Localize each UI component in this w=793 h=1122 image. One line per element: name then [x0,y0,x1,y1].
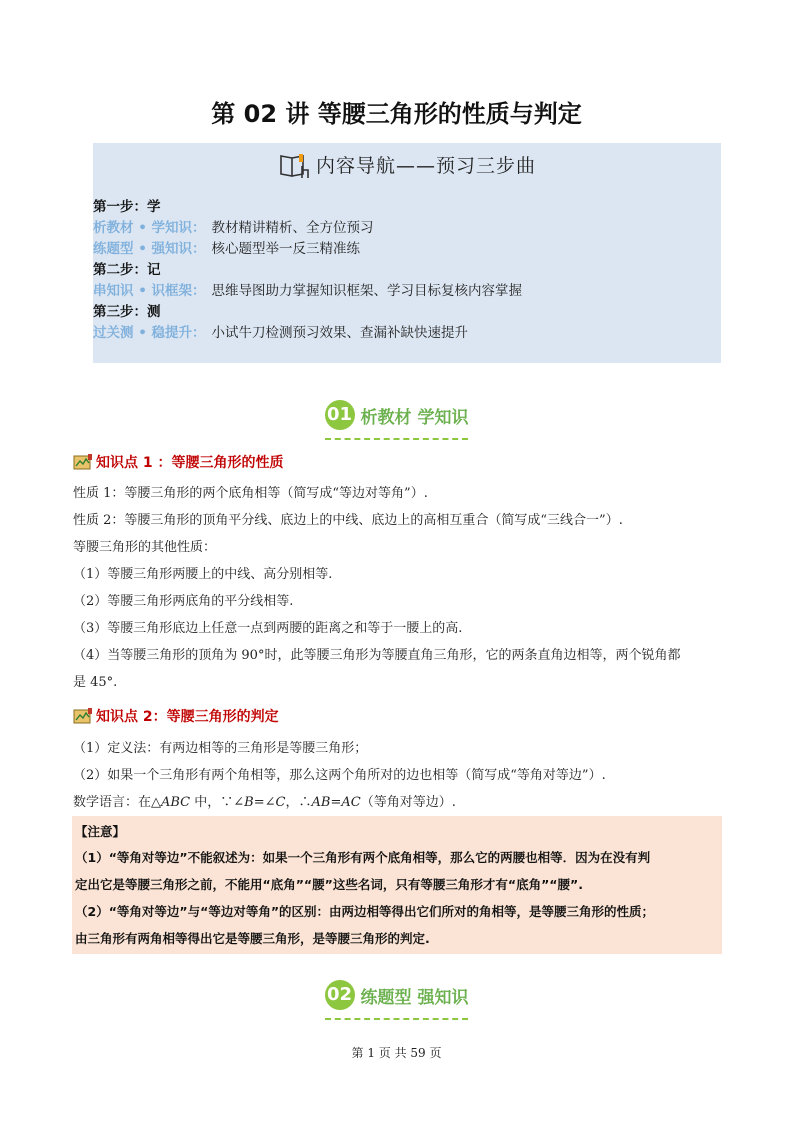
nav-step-2: 第二步：记 [93,262,161,278]
nav-item-4-label: 过关测 • 稳提升： [93,325,206,341]
page-footer: 第 1 页 共 59 页 [351,1046,442,1060]
kp2-title-text: 知识点 2：等腰三角形的判定 [96,709,279,725]
kp1-line-2: 性质 2：等腰三角形的顶角平分线、底边上的中线、底边上的高相互重合（简写成“三线合一”）. [73,513,623,528]
nav-item-3 [93,281,522,302]
nav-item-4 [93,323,522,344]
math-c: C [275,795,286,810]
nav-item-2-label: 练题型 • 强知识： [93,241,206,257]
math-suffix: （等角对等边）. [360,795,456,810]
note-line-2: 定出它是等腰三角形之前，不能用“底角”“腰”这些名词，只有等腰三角形才有“底角”“腰”. [75,877,583,892]
kp1-title-text: 知识点 1 ：等腰三角形的性质 [96,455,284,471]
math-abc: ABC [161,795,191,810]
notebook-icon [73,454,93,470]
kp1-line-7: （4）当等腰三角形的顶角为 90°时，此等腰三角形为等腰直角三角形，它的两条直角边相等，两个锐角都 [73,648,681,663]
math-ac: AC [341,795,361,810]
nav-item-4-text: 小试牛刀检测预习效果、查漏补缺快速提升 [211,325,469,341]
section-2-banner [325,980,469,1020]
kp2-math-line [73,791,456,810]
kp1-line-1: 性质 1：等腰三角形的两个底角相等（简写成“等边对等角”）. [73,486,428,501]
nav-item-2 [93,239,522,260]
nav-item-1 [93,218,522,239]
nav-item-1-text: 教材精讲精析、全方位预习 [211,220,374,236]
nav-step-3: 第三步：测 [93,304,161,320]
nav-step-1: 第一步：学 [93,199,161,215]
section-1-number: 01 [325,400,355,430]
nav-step-list [93,197,522,344]
knowledge-point-2-title [73,706,279,726]
section-1-header [0,400,793,440]
nav-item-2-text: 核心题型举一反三精准练 [211,241,361,257]
note-box [72,816,722,954]
nav-heading-text: 内容导航——预习三步曲 [315,155,536,177]
math-mid-1: 中，∵∠ [190,795,245,810]
section-1-banner [325,400,469,440]
section-2-label: 练题型 强知识 [360,987,469,1008]
section-2-header [0,980,793,1020]
note-line-4: 由三角形有两角相等得出它是等腰三角形，是等腰三角形的判定. [75,931,430,946]
note-header: 【注意】 [75,824,126,839]
kp2-line-2: （2）如果一个三角形有两个角相等，那么这两个角所对的边也相等（简写成“等角对等边”）. [73,768,606,783]
note-line-3: （2）“等角对等边”与“等边对等角”的区别：由两边相等得出它们所对的角相等，是等腰三角形的性质； [75,904,655,919]
nav-item-1-label: 析教材 • 学知识： [93,220,206,236]
page-title: 第 02 讲 等腰三角形的性质与判定 [211,100,582,128]
knowledge-point-1-title [73,452,284,472]
section-2-number: 02 [325,980,355,1010]
math-mid-2: ，∴ [285,795,312,810]
kp1-line-3: 等腰三角形的其他性质： [73,540,217,555]
math-eq: =∠ [253,795,276,810]
math-b: B [244,795,254,810]
notebook-icon [73,708,93,724]
note-line-1: （1）“等角对等边”不能叙述为：如果一个三角形有两个底角相等，那么它的两腰也相等．因为在没有判 [75,850,651,865]
kp1-line-4: （1）等腰三角形两腰上的中线、高分别相等. [73,567,333,582]
kp1-line-6: （3）等腰三角形底边上任意一点到两腰的距离之和等于一腰上的高. [73,621,463,636]
nav-item-3-text: 思维导图助力掌握知识框架、学习目标复核内容掌握 [211,283,523,299]
kp1-line-8: 是 45°. [73,675,118,690]
book-hand-icon [278,152,312,180]
nav-heading [93,151,721,180]
math-prefix: 数学语言：在△ [73,795,161,810]
kp2-line-1: （1）定义法：有两边相等的三角形是等腰三角形； [73,741,368,756]
math-ab: AB [311,795,331,810]
content-nav-box [93,143,721,363]
nav-item-3-label: 串知识 • 识框架： [93,283,206,299]
math-eq-2: = [330,795,342,810]
kp1-line-5: （2）等腰三角形两底角的平分线相等. [73,594,294,609]
section-1-label: 析教材 学知识 [360,407,469,428]
